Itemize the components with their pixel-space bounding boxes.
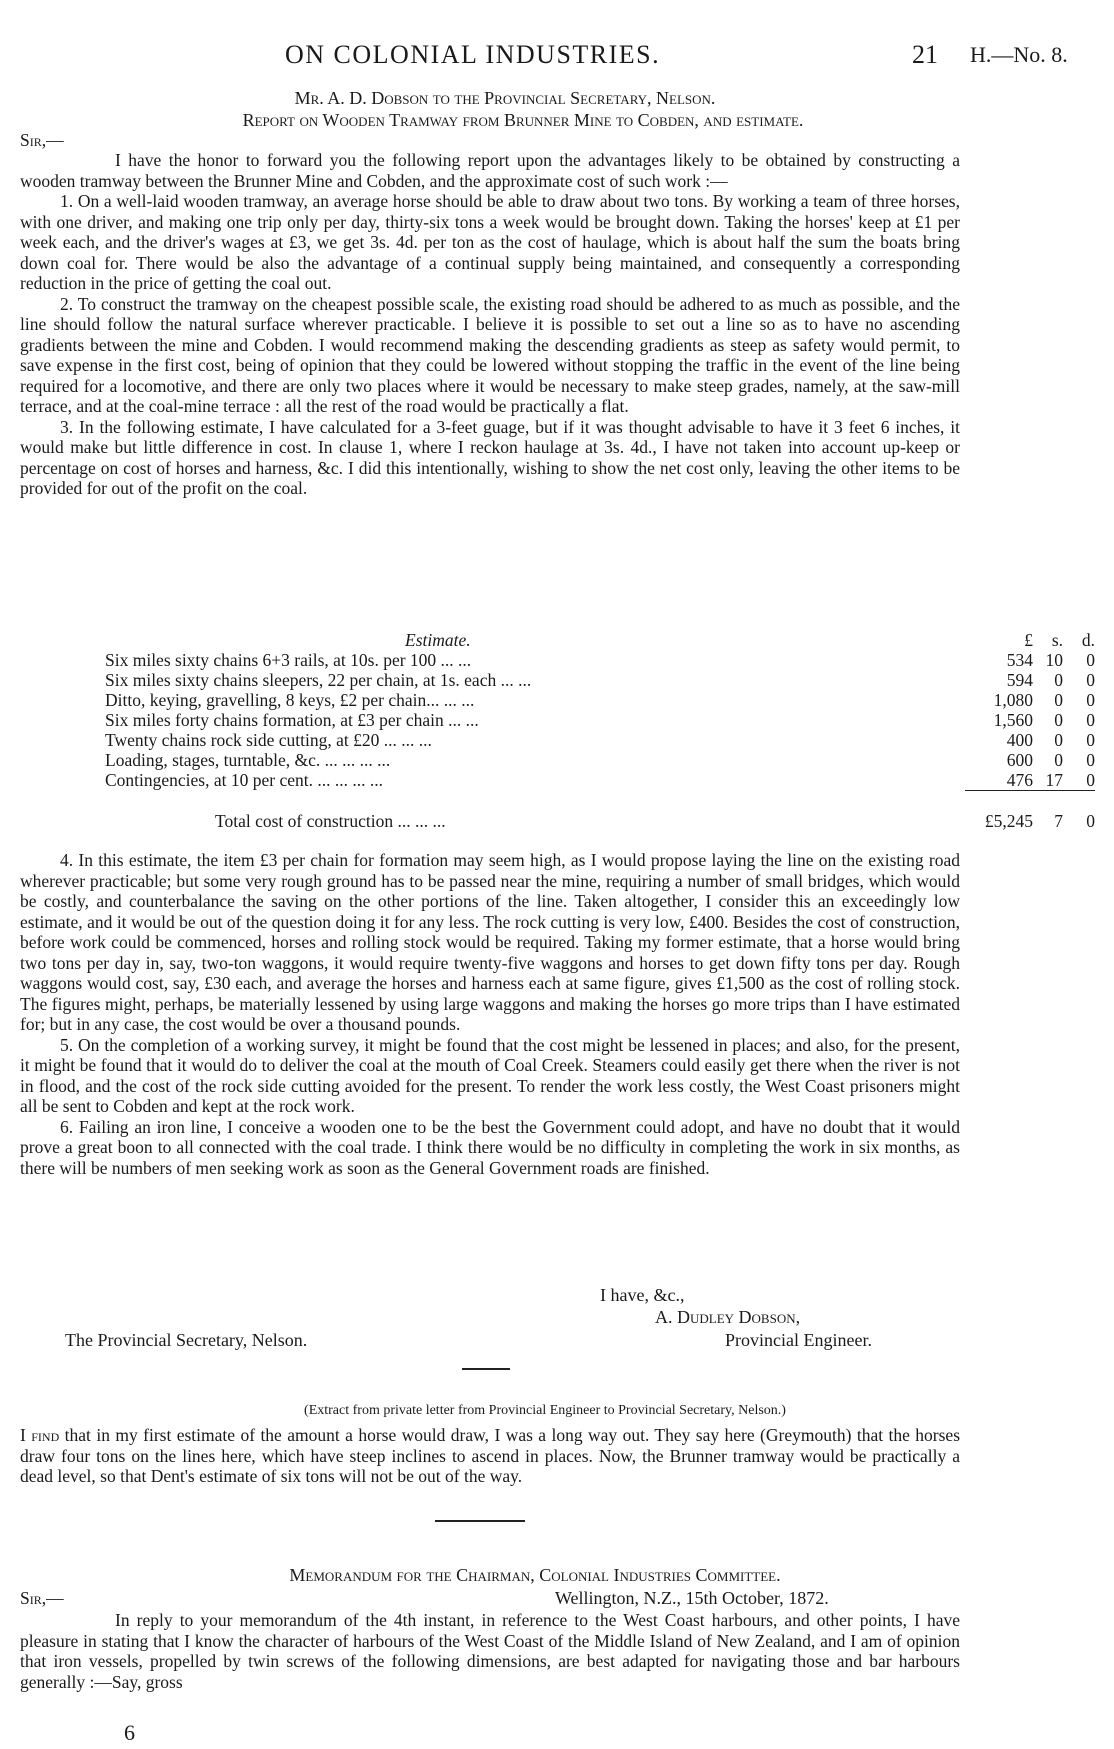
total-shillings: 7 (1054, 811, 1063, 831)
row-description: Six miles forty chains formation, at £3 per chain ... ... (105, 710, 479, 730)
row-pence: 0 (1086, 670, 1095, 690)
total-label: Total cost of construction ... ... ... (215, 811, 446, 831)
letter-salutation: Sir,— (20, 130, 64, 150)
row-shillings: 0 (1054, 750, 1063, 770)
extract-heading: (Extract from private letter from Provincial Engineer to Provincial Secretary, Nelson.) (304, 1403, 786, 1418)
memo-place-date: Wellington, N.Z., 15th October, 1872. (555, 1588, 829, 1608)
row-pounds: 534 (1006, 650, 1033, 670)
signature-mark: 6 (124, 1720, 135, 1745)
paragraph-5: 5. On the completion of a working survey, it might be found that the cost might be lessened in places; and also, for the present, it might be found that it would do to deliver the coal at the mouth of Coal Creek. Steamers could easily get there when the river is not in flood, and the cost of the rock side cutting avoided for the present. To render the work less costly, the West Coast prisoners might all be sent to Cobden and kept at the rock work. (20, 1034, 960, 1116)
row-pence: 0 (1086, 710, 1095, 730)
memo-body (20, 1610, 960, 1692)
letter-body (20, 150, 960, 499)
col-shillings: s. (1051, 630, 1063, 650)
memo-title: Memorandum for the Chairman, Colonial Industries Committee. (289, 1565, 781, 1585)
row-shillings: 0 (1054, 690, 1063, 710)
extract-text: that in my first estimate of the amount a horse would draw, I was a long way out. They say here (Greymouth) that the horses draw four tons on the lines here, which have steep inclines to ascend in places. Now, the Brunner tramway would be practically a dead level, so that Dent's estimate of six tons will not be out of the way. (20, 1425, 960, 1486)
paragraph-4: 4. In this estimate, the item £3 per chain for formation may seem high, as I would propose laying the line on the existing road wherever practicable; but some very rough ground has to be passed near the mine, requiring a number of small bridges, which would be costly, and counterbalance the saving on the other portions of the line. Taken altogether, I consider this an exceedingly low estimate, and it would be out of the question doing it for any less. The rock cutting is very low, £400. Besides the cost of construction, before work could be commenced, horses and rolling stock would be required. Taking my former estimate, that a horse would bring two tons per day in, say, two-ton waggons, it would require twenty-five waggons and horses to get down fifty tons per day. Rough waggons would cost, say, £30 each, and average the horses and harness each at same figure, gives £1,500 as the cost of rolling stock. The figures might, perhaps, be materially lessened by using large waggons and making the horses go more trips than I have estimated for; but in any case, the cost would be over a thousand pounds. (20, 850, 960, 1034)
row-shillings: 0 (1054, 730, 1063, 750)
row-pounds: 600 (1006, 750, 1033, 770)
row-pence: 0 (1086, 750, 1095, 770)
row-pounds: 476 (1006, 770, 1033, 790)
row-description: Twenty chains rock side cutting, at £20 ... ... ... (105, 730, 432, 750)
table-row (105, 770, 1095, 791)
letter-body-continued (20, 850, 960, 1178)
page-header (0, 40, 1114, 70)
col-pence: d. (1081, 630, 1095, 650)
memo-salutation: Sir,— (20, 1588, 64, 1608)
row-shillings: 0 (1054, 710, 1063, 730)
extract-lead-in: I find (20, 1425, 60, 1445)
table-row (105, 690, 1095, 710)
estimate-table (105, 630, 1095, 831)
row-description: Ditto, keying, gravelling, 8 keys, £2 per chain... ... ... (105, 690, 475, 710)
row-pence: 0 (1086, 650, 1095, 670)
row-shillings: 10 (1045, 650, 1063, 670)
row-pounds: 1,080 (993, 690, 1033, 710)
memo-text: In reply to your memorandum of the 4th instant, in reference to the West Coast harbours, and other points, I have pleasure in stating that I know the character of harbours of the West Coast of the Middle Island of New Zealand, and I am of opinion that iron vessels, propelled by twin screws of the following dimensions, are best adapted for navigating those and bar harbours generally :—Say, gross (20, 1610, 960, 1692)
running-title: ON COLONIAL INDUSTRIES. (285, 40, 661, 69)
row-shillings: 0 (1054, 670, 1063, 690)
row-pence: 0 (1086, 730, 1095, 750)
row-description: Six miles sixty chains sleepers, 22 per chain, at 1s. each ... ... (105, 670, 532, 690)
row-pounds: 594 (1006, 670, 1033, 690)
row-description: Contingencies, at 10 per cent. ... ... ... ... (105, 770, 383, 791)
extract-body (20, 1425, 960, 1487)
total-pence: 0 (1086, 811, 1095, 831)
paragraph-1: 1. On a well-laid wooden tramway, an average horse should be able to draw about two tons. By working a team of three horses, with one driver, and making one trip only per day, thirty-six tons a week would be brought down. Taking the horses' keep at £1 per week each, and the driver's wages at £3, we get 3s. 4d. per ton as the cost of haulage, which is about half the sum the boats bring down coal for. There would be also the advantage of a continual supply being maintained, and consequently a corresponding reduction in the price of getting the coal out. (20, 191, 960, 293)
estimate-header-row (105, 630, 1095, 650)
letter-closing: I have, &c., (600, 1285, 685, 1305)
paragraph-6: 6. Failing an iron line, I conceive a wooden one to be the best the Government could adopt, and have no doubt that it would prove a great boon to all connected with the coal trade. I think there would be no difficulty in completing the work in six months, as there will be numbers of men seeking work as soon as the General Government roads are finished. (20, 1116, 960, 1178)
signer-title: Provincial Engineer. (725, 1330, 872, 1350)
paragraph-3: 3. In the following estimate, I have calculated for a 3-feet guage, but if it was thought advisable to have it 3 feet 6 inches, it would make but little difference in cost. In clause 1, where I reckon haulage at 3s. 4d., I have not taken into account up-keep or percentage on cost of horses and harness, &c. I did this intentionally, wishing to show the net cost only, leaving the other items to be provided for out of the profit on the coal. (20, 416, 960, 498)
table-row (105, 730, 1095, 750)
table-row (105, 650, 1095, 670)
row-shillings: 17 (1045, 770, 1063, 790)
letter-subject-line: Report on Wooden Tramway from Brunner Mine to Cobden, and estimate. (242, 110, 804, 130)
table-row (105, 750, 1095, 770)
signer-name: A. Dudley Dobson, (655, 1307, 801, 1327)
table-row (105, 670, 1095, 690)
table-row (105, 710, 1095, 730)
row-pounds: 1,560 (993, 710, 1033, 730)
estimate-heading: Estimate. (405, 630, 471, 650)
row-description: Loading, stages, turntable, &c. ... ... ... ... (105, 750, 391, 770)
letter-intro: I have the honor to forward you the following report upon the advantages likely to be obtained by constructing a wooden tramway between the Brunner Mine and Cobden, and the approximate cost of such work :— (20, 150, 960, 191)
letter-address-line: Mr. A. D. Dobson to the Provincial Secretary, Nelson. (294, 88, 716, 108)
section-divider (462, 1368, 510, 1370)
row-pence: 0 (1086, 770, 1095, 790)
col-pounds: £ (1024, 630, 1033, 650)
row-pence: 0 (1086, 690, 1095, 710)
row-pounds: 400 (1006, 730, 1033, 750)
paragraph-2: 2. To construct the tramway on the cheapest possible scale, the existing road should be adhered to as much as possible, and the line should follow the natural surface wherever practicable. I believe it is possible to set out a line so as to have no ascending gradients between the mine and Cobden. I would recommend making the descending gradients as steep as safety would permit, to save expense in the first cost, being of opinion that they could be lowered without stopping the traffic in the event of the line being required for a locomotive, and there are only two places where it would be necessary to make steep grades, namely, at the saw-mill terrace, and at the coal-mine terrace : all the rest of the road would be practically a flat. (20, 293, 960, 416)
section-divider (435, 1520, 525, 1522)
row-description: Six miles sixty chains 6+3 rails, at 10s. per 100 ... ... (105, 650, 472, 670)
estimate-total-row (105, 811, 1095, 831)
document-reference: H.—No. 8. (970, 42, 1068, 67)
total-pounds: £5,245 (984, 811, 1033, 831)
page-number: 21 (912, 40, 938, 69)
letter-recipient: The Provincial Secretary, Nelson. (65, 1330, 308, 1350)
